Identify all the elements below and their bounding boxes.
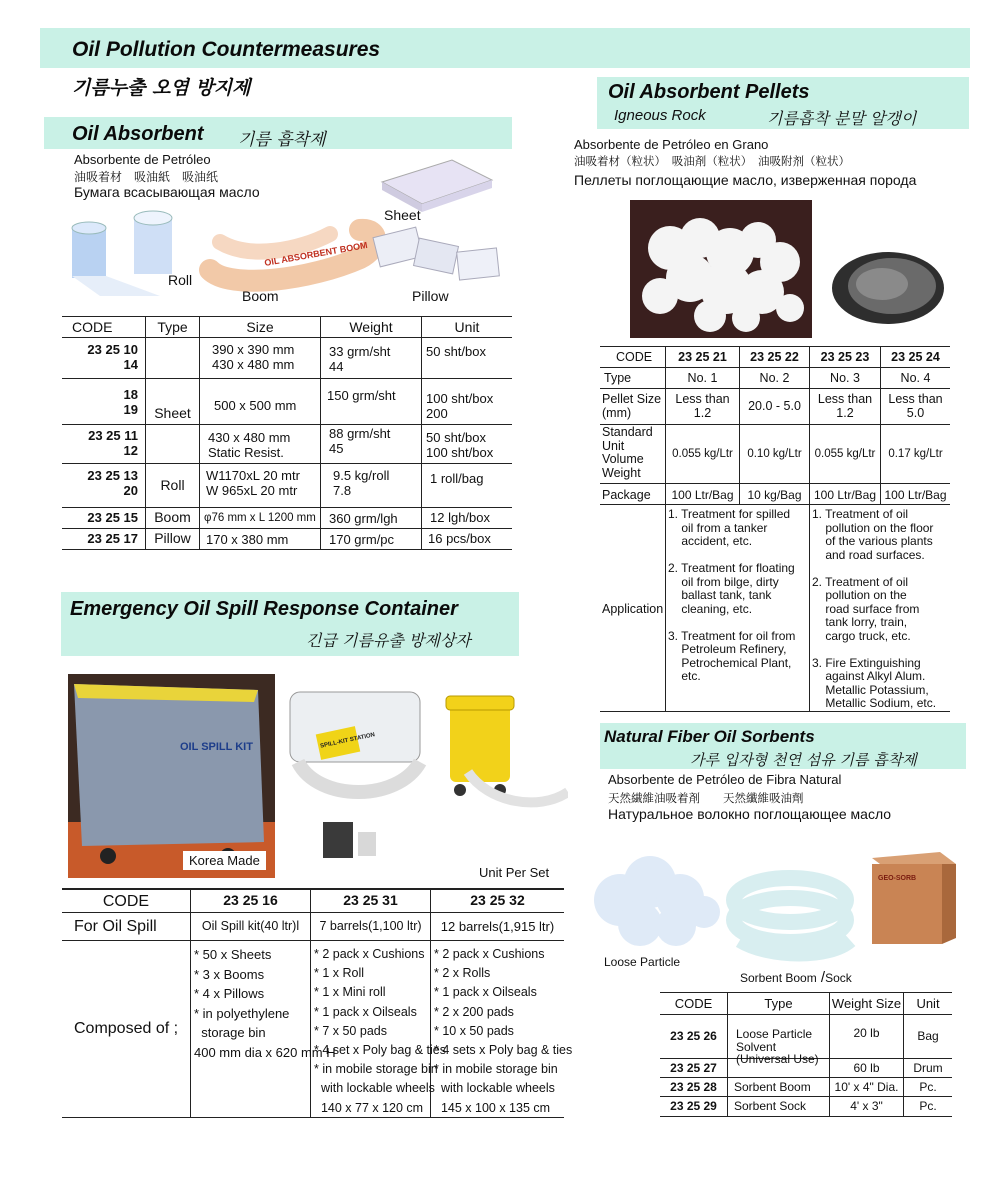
pellets-sub-ru: Пеллеты поглощающие масло, изверженная порода bbox=[574, 172, 917, 188]
container-composed: * 2 pack x Cushions * 1 x Roll * 1 x Mini roll * 1 pack x Oilseals * 7 x 50 pads * 4 set x Poly bag & ties * in mobile storage bin with lockable wheels 140 x 77 x 120 cm bbox=[314, 947, 447, 1115]
abs-row-size: 430 x 480 mm Static Resist. bbox=[208, 430, 291, 460]
boom-image bbox=[210, 230, 375, 281]
caption-boom-text: Sorbent Boom bbox=[740, 971, 817, 985]
pellets-sub-es: Absorbente de Petróleo en Grano bbox=[574, 137, 769, 152]
fiber-type: Sorbent Boom bbox=[734, 1080, 811, 1094]
loose-particle-image bbox=[594, 856, 720, 946]
abs-row-unit: 50 sht/box 100 sht/box bbox=[426, 430, 494, 460]
fiber-header-code: CODE bbox=[674, 996, 713, 1011]
abs-row-unit: 16 pcs/box bbox=[428, 531, 491, 546]
pel-package: 100 Ltr/Bag bbox=[884, 488, 947, 502]
absorbent-title: Oil Absorbent bbox=[72, 123, 204, 145]
spill-kit-station-image bbox=[290, 692, 420, 858]
pel-package: 100 Ltr/Bag bbox=[671, 488, 734, 502]
abs-row-code: 23 25 10 14 bbox=[87, 342, 138, 372]
abs-header-size: Size bbox=[246, 319, 274, 335]
container-composed-label: Composed of ; bbox=[74, 1020, 179, 1037]
pel-type: No. 3 bbox=[830, 371, 860, 385]
pel-label-size: Pellet Size (mm) bbox=[602, 392, 662, 420]
pel-application-left: 1. Treatment for spilled oil from a tanker accident, etc. 2. Treatment for floating oil from bilge, dirty ballast tank, tank cleaning, etc. 3. Treatment for oil from Petroleum Refinery, Petrochemical Plant, etc. bbox=[668, 507, 796, 683]
abs-row-weight: 150 grm/sht bbox=[327, 388, 396, 403]
pel-package: 10 kg/Bag bbox=[747, 488, 802, 502]
absorbent-title-korean: 기름 흡착제 bbox=[238, 130, 326, 150]
unit-per-set-label: Unit Per Set bbox=[479, 865, 550, 880]
container-for-label: For Oil Spill bbox=[74, 918, 157, 935]
pel-code: 23 25 22 bbox=[750, 350, 799, 364]
geo-sorb-box-image bbox=[872, 852, 956, 944]
abs-row-type: Pillow bbox=[154, 530, 191, 546]
pel-label-application: Application bbox=[602, 602, 664, 616]
abs-type-sheet: Sheet bbox=[154, 405, 191, 421]
abs-header-type: Type bbox=[157, 319, 188, 335]
pel-type: No. 1 bbox=[687, 371, 718, 385]
fiber-title: Natural Fiber Oil Sorbents bbox=[604, 727, 815, 746]
fiber-size: 10' x 4" Dia. bbox=[834, 1080, 899, 1094]
container-code: 23 25 31 bbox=[343, 892, 398, 908]
abs-row-size: 500 x 500 mm bbox=[214, 398, 297, 413]
fiber-code: 23 25 27 bbox=[670, 1061, 717, 1075]
absorbent-sub-es: Absorbente de Petróleo bbox=[74, 152, 211, 167]
container-composed: * 2 pack x Cushions * 2 x Rolls * 1 pack x Oilseals * 2 x 200 pads * 10 x 50 pads * 4 sets x Poly bag & ties * in mobile storage bin with lockable wheels 145 x 100 x 135 cm bbox=[434, 947, 573, 1115]
page-title-korean: 기름누출 오염 방지제 bbox=[72, 77, 251, 99]
abs-row-type: Roll bbox=[160, 477, 185, 493]
fiber-unit: Pc. bbox=[919, 1099, 937, 1113]
abs-header-unit: Unit bbox=[454, 319, 480, 335]
igneous-rock-image bbox=[832, 252, 944, 324]
container-composed: * 50 x Sheets * 3 x Booms * 4 x Pillows * in polyethylene storage bin 400 mm dia x 620 mm H bbox=[194, 947, 336, 1060]
caption-pillow: Pillow bbox=[412, 288, 449, 304]
fiber-header-size: Weight Size bbox=[831, 996, 902, 1011]
abs-row-weight: 170 grm/pc bbox=[329, 532, 395, 547]
abs-row-unit: 12 lgh/box bbox=[430, 510, 490, 525]
fiber-size: 60 lb bbox=[853, 1061, 880, 1075]
pel-code: 23 25 24 bbox=[891, 350, 940, 364]
fiber-size: 20 lb bbox=[853, 1026, 880, 1040]
pel-size: Less than 1.2 bbox=[675, 392, 730, 420]
pel-weight: 0.055 kg/Ltr bbox=[672, 448, 733, 460]
pellets-sub-en: Igneous Rock bbox=[614, 107, 706, 124]
pellets-sub-kr: 기름흡착 분말 알갱이 bbox=[767, 109, 917, 128]
abs-row-code: 18 19 bbox=[123, 387, 138, 417]
pel-type: No. 2 bbox=[759, 371, 790, 385]
container-code: 23 25 16 bbox=[223, 892, 278, 908]
box-label: GEO-SORB bbox=[878, 875, 917, 882]
fiber-title-korean: 가루 입자형 천연 섬유 기름 흡착제 bbox=[690, 751, 917, 769]
pel-label-package: Package bbox=[602, 488, 651, 502]
fiber-code: 23 25 28 bbox=[670, 1080, 717, 1094]
abs-row-weight: 33 grm/sht 44 bbox=[329, 344, 391, 374]
pel-code: 23 25 21 bbox=[678, 350, 727, 364]
container-title: Emergency Oil Spill Response Container bbox=[70, 598, 458, 620]
page-title: Oil Pollution Countermeasures bbox=[72, 38, 381, 61]
fiber-size: 4' x 3" bbox=[850, 1099, 883, 1113]
yellow-cart-image bbox=[446, 696, 568, 802]
container-code-label: CODE bbox=[102, 893, 150, 910]
caption-sock-text: Sock bbox=[825, 971, 852, 985]
pel-weight: 0.055 kg/Ltr bbox=[814, 448, 876, 460]
abs-row-unit: 50 sht/box bbox=[426, 344, 486, 359]
pellets-title: Oil Absorbent Pellets bbox=[608, 81, 810, 103]
fiber-header-type: Type bbox=[764, 996, 793, 1011]
pel-size: Less than 5.0 bbox=[888, 392, 943, 420]
caption-loose-particle: Loose Particle bbox=[604, 955, 681, 969]
fiber-header-unit: Unit bbox=[916, 996, 940, 1011]
container-images bbox=[68, 672, 568, 882]
container-code: 23 25 32 bbox=[470, 892, 525, 908]
pel-package: 100 Ltr/Bag bbox=[813, 488, 877, 502]
abs-row-type: Boom bbox=[154, 509, 191, 525]
fiber-sub-ru: Натуральное волокно поглощающее масло bbox=[608, 806, 892, 822]
abs-row-weight: 360 grm/lgh bbox=[329, 511, 398, 526]
pel-size: 20.0 - 5.0 bbox=[748, 399, 801, 413]
fiber-unit: Drum bbox=[913, 1061, 943, 1075]
pel-label-weight: Standard Unit Volume Weight bbox=[602, 425, 653, 480]
fiber-type: Sorbent Sock bbox=[734, 1099, 807, 1113]
abs-row-size: W1170xL 20 mtr W 965xL 20 mtr bbox=[206, 468, 300, 498]
abs-row-code: 23 25 13 20 bbox=[87, 468, 138, 498]
pillow-image bbox=[373, 227, 499, 280]
oil-spill-kit-bin-image bbox=[68, 674, 275, 878]
korea-made-label: Korea Made bbox=[183, 851, 266, 870]
pellets-image bbox=[630, 200, 950, 340]
pel-application-right: 1. Treatment of oil pollution on the floor of the various plants and road surfaces. 2. Treatment of oil pollution on the road surface from tank lorry, train, cargo truck, etc. 3. Fire Extinguishing against Alkyl Alum. Metallic Potassium, Metallic Sodium, etc. bbox=[812, 507, 937, 710]
abs-row-size: 390 x 390 mm 430 x 480 mm bbox=[212, 342, 295, 372]
fiber-sub-es: Absorbente de Petróleo de Fibra Natural bbox=[608, 772, 842, 787]
fiber-code: 23 25 29 bbox=[670, 1099, 717, 1113]
pel-type: No. 4 bbox=[900, 371, 931, 385]
abs-row-unit: 1 roll/bag bbox=[430, 471, 484, 486]
fiber-unit: Bag bbox=[917, 1029, 939, 1043]
abs-row-code: 23 25 11 12 bbox=[88, 428, 138, 458]
fiber-code: 23 25 26 bbox=[670, 1029, 717, 1043]
pel-code: 23 25 23 bbox=[820, 350, 870, 364]
pel-weight: 0.10 kg/Ltr bbox=[747, 448, 802, 460]
container-title-korean: 긴급 기름유출 방제상자 bbox=[306, 631, 471, 650]
kit-label: OIL SPILL KIT bbox=[180, 741, 253, 753]
roll-image bbox=[72, 211, 172, 296]
pel-label-type: Type bbox=[604, 371, 632, 385]
container-for-value: 7 barrels(1,100 ltr) bbox=[319, 919, 422, 933]
pel-size: Less than 1.2 bbox=[817, 392, 873, 420]
abs-row-size: 170 x 380 mm bbox=[206, 532, 289, 547]
caption-sheet: Sheet bbox=[384, 207, 421, 223]
container-for-value: Oil Spill kit(40 ltr)l bbox=[201, 919, 300, 933]
container-for-value: 12 barrels(1,915 ltr) bbox=[440, 919, 555, 934]
abs-row-code: 23 25 17 bbox=[87, 531, 138, 546]
caption-roll: Roll bbox=[168, 272, 193, 288]
fiber-unit: Pc. bbox=[919, 1080, 937, 1094]
pel-weight: 0.17 kg/Ltr bbox=[888, 448, 943, 460]
pel-label-code: CODE bbox=[616, 350, 653, 364]
abs-header-weight: Weight bbox=[349, 319, 393, 335]
sheet-image bbox=[382, 160, 492, 212]
absorbent-sub-ru: Бумага всасывающая масло bbox=[74, 184, 260, 200]
boom-print-text: OIL ABSORBENT BOOM bbox=[263, 239, 369, 268]
station-label: SPILL-KIT STATION bbox=[319, 732, 376, 750]
fiber-sub-cjk: 天然繊維油吸着剤 天然纖維吸油劑 bbox=[608, 791, 804, 805]
caption-sorbent-boom: Sorbent Boom /Sock bbox=[740, 969, 852, 986]
abs-row-size: φ76 mm x L 1200 mm bbox=[204, 512, 316, 524]
abs-row-code: 23 25 15 bbox=[87, 510, 138, 525]
absorbent-products-illustration bbox=[60, 150, 520, 310]
sorbent-boom-image bbox=[734, 878, 850, 954]
fiber-type: Loose Particle Solvent (Universal Use) bbox=[736, 1027, 819, 1066]
abs-row-unit: 100 sht/box 200 bbox=[426, 391, 494, 421]
abs-row-weight: 9.5 kg/roll 7.8 bbox=[333, 468, 390, 498]
abs-header-code: CODE bbox=[72, 319, 113, 335]
fiber-images bbox=[580, 840, 960, 970]
caption-boom: Boom bbox=[242, 288, 279, 304]
absorbent-sub-cjk: 油吸着材 吸油紙 吸油纸 bbox=[74, 170, 219, 184]
pellets-sub-cjk: 油吸着材（粒状） 吸油剤（粒状） 油吸附剂（粒状） bbox=[574, 154, 850, 168]
abs-row-weight: 88 grm/sht 45 bbox=[329, 426, 391, 456]
